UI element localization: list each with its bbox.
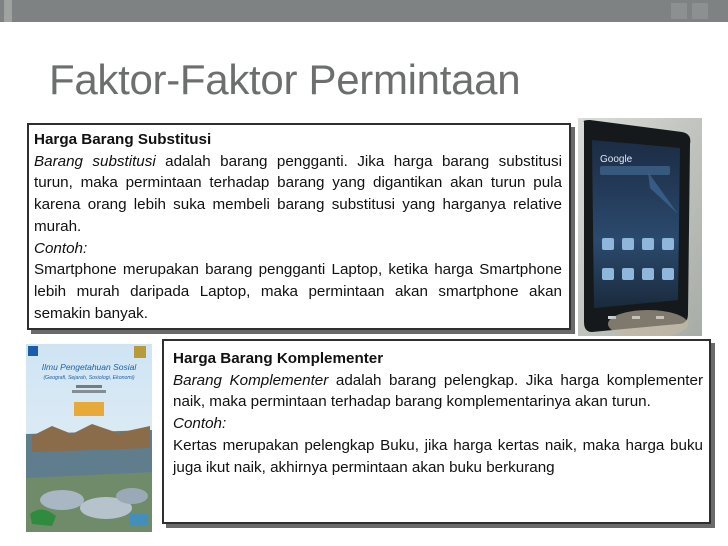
complementary-definition-text: adalah barang pelengkap. Jika harga komplementer naik, maka permintaan terhadap barang komplementarinya akan turun. — [173, 371, 703, 411]
book-title-line2: (Geografi, Sejarah, Sosiologi, Ekonomi) — [43, 375, 135, 381]
banner-accent — [4, 0, 12, 22]
banner-square — [692, 3, 708, 19]
substitute-heading: Harga Barang Substitusi — [34, 131, 212, 148]
book-title-line1: Ilmu Pengetahuan Sosial — [41, 362, 137, 372]
complementary-definition — [173, 370, 703, 413]
complementary-term: Barang Komplementer — [173, 371, 329, 389]
top-banner — [0, 0, 728, 22]
substitute-goods-box — [27, 123, 571, 330]
complementary-goods-box — [162, 339, 711, 524]
substitute-example-text: Smartphone merupakan barang pengganti Laptop, ketika harga Smartphone lebih murah daripada Laptop, maka permintaan akan smartphone akan semakin banyak. — [34, 261, 562, 322]
complementary-example-label: Contoh: — [173, 415, 227, 433]
complementary-example-text: Kertas merupakan pelengkap Buku, jika harga kertas naik, maka harga buku juga ikut naik, akhirnya permintaan akan buku berkurang — [173, 436, 703, 476]
book-cover-image — [22, 338, 156, 536]
substitute-example-label: Contoh: — [34, 239, 88, 257]
substitute-definition-text: adalah barang pengganti. Jika harga barang substitusi turun, maka permintaan terhadap barang yang digantikan akan turun pula karena orang lebih suka membeli barang substitusi yang harganya relative murah. — [34, 152, 562, 235]
complementary-goods-content — [173, 348, 703, 478]
banner-square — [671, 3, 687, 19]
emblem-icon — [134, 346, 146, 358]
slide-title: Faktor-Faktor Permintaan — [49, 56, 521, 103]
substitute-definition — [34, 151, 562, 238]
smartphone-image — [578, 118, 702, 336]
svg-text:Google: Google — [600, 154, 633, 165]
substitute-term: Barang substitusi — [34, 152, 156, 170]
substitute-goods-content — [34, 129, 562, 324]
publisher-logo-icon — [28, 346, 38, 356]
complementary-heading: Harga Barang Komplementer — [173, 350, 384, 367]
